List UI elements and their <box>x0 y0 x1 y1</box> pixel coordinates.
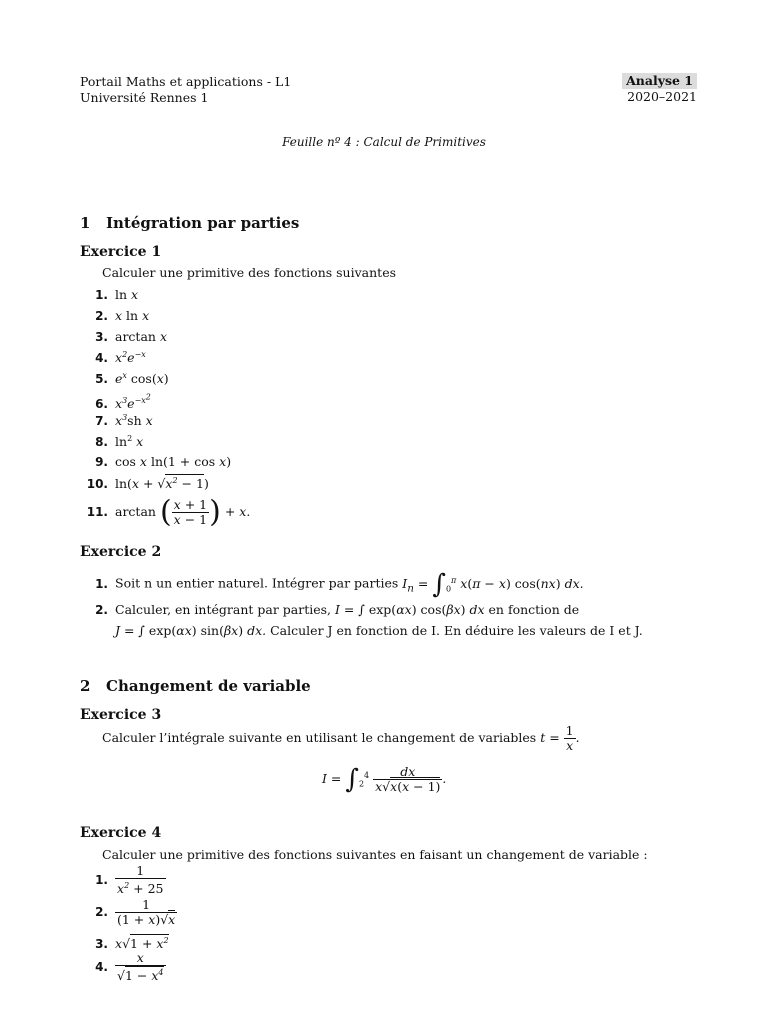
exercise-3-formula: $I = \int_2^4$ $\frac{dx}{x√x(x - 1)}$ . <box>322 764 447 795</box>
list-item: 9. cos x ln(1 + cos x) <box>95 454 232 469</box>
exercise-1-instruction: Calculer une primitive des fonctions suivantes <box>102 265 397 280</box>
header-left <box>80 74 291 106</box>
exercise-4-instruction: Calculer une primitive des fonctions suivantes en faisant un changement de variable : <box>102 847 648 862</box>
list-item: 2. x ln x <box>95 308 150 323</box>
course-name: Analyse 1 <box>622 73 697 89</box>
list-item: 4. $x^2e^{-x}$ <box>95 350 146 366</box>
exercise-3-title: Exercice 3 <box>80 707 162 723</box>
exercise-1-title: Exercice 1 <box>80 244 162 260</box>
section-heading-1: 1 Intégration par parties <box>80 214 300 232</box>
exercise-3-instruction: Calculer l’intégrale suivante en utilisant le changement de variables t = $\frac{1}{x}$ . <box>102 723 580 753</box>
list-item: 6. $x^3e^{-x^2}$ <box>95 392 151 411</box>
list-item: 3. $x√1 + x^2$ <box>95 936 169 952</box>
list-item: 8. $\ln^2 x$ <box>95 434 144 450</box>
exercise-2-item-2-line-2: J = ∫ exp(αx) sin(βx) dx. Calculer J en fonction de I. En déduire les valeurs de I et J. <box>115 623 643 638</box>
list-item: 2. $\frac{1}{(1 + x)√x}$ <box>95 897 176 927</box>
list-item: 1. ln x <box>95 287 139 302</box>
list-item: 7. $x^3sh$ x <box>95 413 153 429</box>
list-item: 11. arctan ( $\frac{x + 1}{x - 1}$ ) + x. <box>86 494 251 529</box>
exercise-2-title: Exercice 2 <box>80 544 162 560</box>
list-item: 5. $e^x$ cos(x) <box>95 371 169 387</box>
list-item: 3. arctan x <box>95 329 167 344</box>
academic-year: 2020–2021 <box>627 89 697 104</box>
exercise-4-title: Exercice 4 <box>80 825 162 841</box>
portal-name: Portail Maths et applications - L1 <box>80 74 292 89</box>
section-heading-2: 2 Changement de variable <box>80 677 311 695</box>
list-item: 10. $\ln(x + √x^2 - 1)$ <box>86 476 209 492</box>
sheet-title: Feuille nº 4 : Calcul de Primitives <box>282 135 486 149</box>
list-item: 1. Soit n un entier naturel. Intégrer par parties $I_n = \int_0^\pi$ x(π − x) cos(nx) dx. <box>95 569 584 599</box>
list-item: 1. $\frac{1}{x^2 + 25}$ <box>95 863 164 897</box>
list-item: 4. $\frac{x}{√1 - x^4}$ <box>95 950 164 984</box>
list-item: 2. Calculer, en intégrant par parties, I = ∫ exp(αx) cos(βx) dx en fonction de <box>95 602 580 617</box>
university-name: Université Rennes 1 <box>80 90 209 105</box>
header-right <box>622 73 697 105</box>
